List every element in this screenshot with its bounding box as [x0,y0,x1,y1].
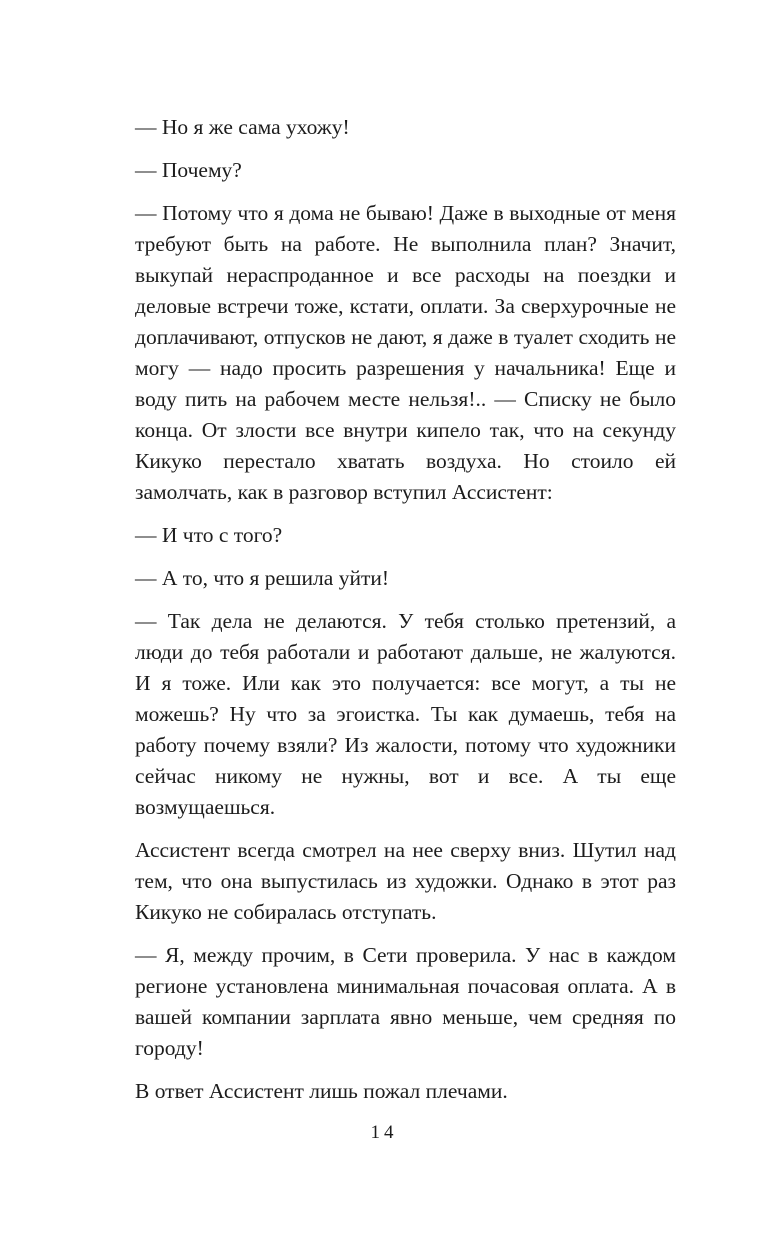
paragraph-dialogue: — Так дела не делаются. У тебя столько претензий, а люди до тебя работали и работают дальше, не жалуются. И я тоже. Или как это получается: все могут, а ты не можешь? Ну что за эгоистка. Ты как думаешь, тебя на работу почему взяли? Из жалости, потому что художники сейчас никому не нужны, вот и все. А ты еще возмущаешься. [135,609,676,819]
paragraph-narration: Ассистент всегда смотрел на нее сверху вниз. Шутил над тем, что она выпустилась из художки. Однако в этот раз Кикуко не собиралась отступать. [135,838,676,924]
paragraph-dialogue: — Я, между прочим, в Сети проверила. У нас в каждом регионе установлена минимальная почасовая оплата. А в вашей компании зарплата явно меньше, чем средняя по городу! [135,943,676,1060]
paragraph-narration: В ответ Ассистент лишь пожал плечами. [135,1079,508,1103]
paragraph-dialogue: — А то, что я решила уйти! [135,566,390,590]
paragraph-dialogue: — Почему? [135,158,242,182]
page-number: 14 [370,1122,398,1143]
text-block [135,112,676,1107]
paragraph-dialogue: — Но я же сама ухожу! [135,115,350,139]
paragraph-dialogue: — И что с того? [135,523,283,547]
paragraph-dialogue: — Потому что я дома не бываю! Даже в выходные от меня требуют быть на работе. Не выполнила план? Значит, выкупай нераспроданное и все расходы на поездки и деловые встречи тоже, кстати, оплати. За сверхурочные не доплачивают, отпусков не дают, я даже в туалет сходить не могу — надо просить разрешения у начальника! Еще и воду пить на рабочем месте нельзя!.. — Списку не было конца. От злости все внутри кипело так, что на секунду Кикуко перестало хватать воздуха. Но стоило ей замолчать, как в разговор вступил Ассистент: [135,201,676,504]
